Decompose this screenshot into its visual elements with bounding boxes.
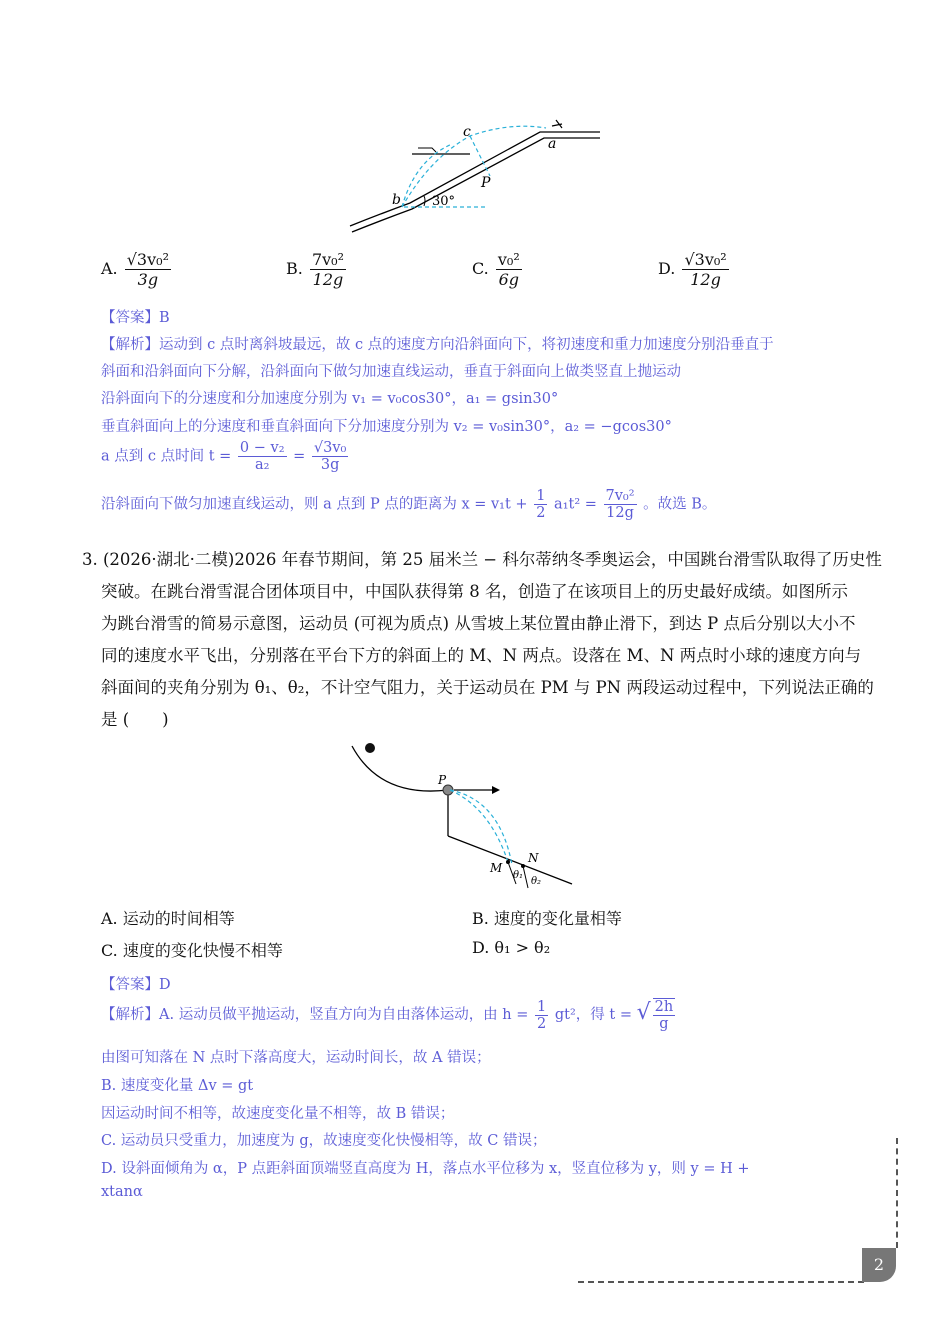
q3-stem-line2: 突破。在跳台滑雪混合团体项目中，中国队获得第 8 名，创造了在该项目上的历史最好成绩。如图所示: [101, 582, 848, 601]
q2-option-c[interactable]: C. $\frac{\text{v₀²}}{6g}$: [472, 250, 520, 289]
figure-ski-slope-trajectory: [340, 108, 610, 233]
q3-option-b[interactable]: B. 速度的变化量相等: [472, 909, 622, 928]
q3-stem-line4: 同的速度水平飞出，分别落在平台下方的斜面上的 M、N 两点。设落在 M、N 两点时小球的速度方向与: [101, 646, 862, 665]
q3-solution-line3: B. 速度变化量 Δv = gt: [101, 1078, 254, 1094]
q3-solution-line5: C. 运动员只受重力，加速度为 g，故速度变化快慢相等，故 C 错误；: [101, 1133, 547, 1149]
q3-option-d[interactable]: D. θ₁ > θ₂: [472, 938, 551, 957]
sqrt-sign: √: [636, 1000, 651, 1025]
fig1-label-a: a: [548, 136, 557, 152]
fig2-label-theta2: θ₂: [531, 876, 542, 887]
q2-answer: 【答案】B: [101, 310, 170, 326]
fig1-angle: 30°: [432, 194, 456, 209]
q3-solution-line1: 【解析】A. 运动员做平抛运动，竖直方向为自由落体运动，由 h = $\frac{1}{2}$ gt²，得 t = √ $\frac{2h}{g}$: [101, 998, 674, 1032]
q3-solution-line4: 因运动时间不相等，故速度变化量不相等，故 B 错误；: [101, 1106, 455, 1122]
q3-solution-line6: D. 设斜面倾角为 α，P 点距斜面顶端竖直高度为 H，落点水平位移为 x，竖直位移为 y，则 y = H +: [101, 1161, 750, 1177]
q2-solution-line5: a 点到 c 点时间 t = $\frac{\text{0 − v₂}}{\text{a₂}}$ = $\frac{\text{√3v₀}}{3g}$: [101, 440, 347, 473]
fig2-label-M: M: [490, 861, 503, 875]
q2-option-d[interactable]: D. $\frac{\text{√3v₀²}}{12g}$: [658, 250, 727, 289]
q2-option-b[interactable]: B. $\frac{\text{7v₀²}}{12g}$: [286, 250, 344, 289]
q3-option-c[interactable]: C. 速度的变化快慢不相等: [101, 941, 283, 960]
fig2-label-theta1: θ₁: [513, 870, 524, 881]
q3-solution-line7: xtanα: [101, 1184, 143, 1200]
page-number: 2: [862, 1248, 896, 1282]
q2-solution-line2: 斜面和沿斜面向下分解，沿斜面向下做匀加速直线运动，垂直于斜面向上做类竖直上抛运动: [101, 364, 681, 380]
q3-solution-line2: 由图可知落在 N 点时下落高度大，运动时间长，故 A 错误；: [101, 1050, 491, 1066]
page-border-vertical: [896, 1138, 898, 1248]
q2-solution-line4: 垂直斜面向上的分速度和垂直斜面向下分加速度分别为 v₂ = v₀sin30°，a₂ = −gcos30°: [101, 419, 672, 435]
fig2-label-N: N: [528, 851, 539, 865]
q3-stem-line1: 3. (2026·湖北·二模)2026 年春节期间，第 25 届米兰 − 科尔蒂纳冬季奥运会，中国跳台滑雪队取得了历史性: [82, 550, 882, 569]
q3-stem-line5: 斜面间的夹角分别为 θ₁、θ₂，不计空气阻力，关于运动员在 PM 与 PN 两段运动过程中，下列说法正确的: [101, 678, 874, 697]
q2-solution-line1: 【解析】运动到 c 点时离斜坡最远，故 c 点的速度方向沿斜面向下，将初速度和重力加速度分别沿垂直于: [101, 337, 774, 353]
q3-stem-line3: 为跳台滑雪的简易示意图，运动员 (可视为质点) 从雪坡上某位置由静止滑下，到达 P 点后分别以大小不: [101, 614, 856, 633]
fig1-label-P: P: [481, 175, 491, 191]
q2-solution-line3: 沿斜面向下的分速度和分加速度分别为 v₁ = v₀cos30°，a₁ = gsin30°: [101, 391, 559, 407]
q3-stem-line6: 是 ( ): [101, 710, 169, 729]
page-border-horizontal: [578, 1281, 864, 1283]
q3-option-a[interactable]: A. 运动的时间相等: [101, 909, 235, 928]
fig2-label-P: P: [438, 773, 447, 787]
fig1-label-c: c: [463, 124, 471, 140]
q2-solution-line6: 沿斜面向下做匀加速直线运动，则 a 点到 P 点的距离为 x = v₁t + $\frac{1}{2}$ a₁t² = $\frac{\text{7v₀²}}{12g}$ 。故选 B。: [101, 488, 717, 521]
q2-option-a[interactable]: A. $\frac{\text{√3v₀²}}{3g}$: [101, 250, 169, 289]
figure-ski-jump-diagram: [340, 738, 580, 890]
fig1-label-b: b: [392, 192, 401, 208]
q3-answer: 【答案】D: [101, 977, 171, 993]
